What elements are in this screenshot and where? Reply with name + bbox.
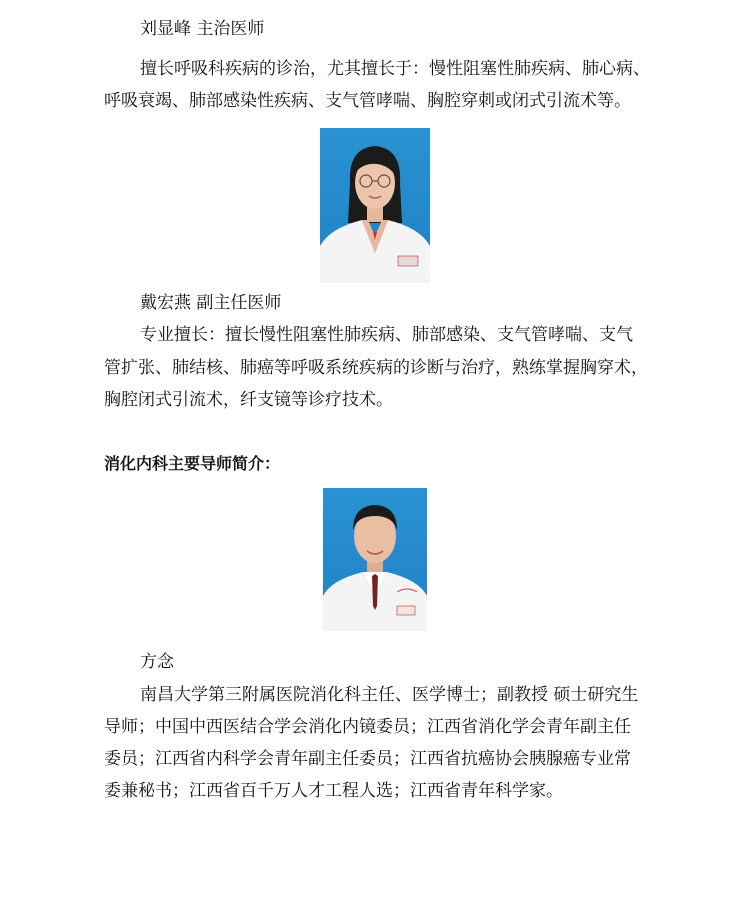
doctor2-name-title: 戴宏燕 副主任医师 <box>140 293 282 313</box>
doctor1-name-title: 刘显峰 主治医师 <box>140 19 265 39</box>
doctor3-bio-line-2: 导师；中国中西医结合学会消化内镜委员；江西省消化学会青年副主任 <box>104 717 631 737</box>
doctor2-bio-line-3: 胸腔闭式引流术，纤支镜等诊疗技术。 <box>104 390 393 410</box>
section-heading: 消化内科主要导师简介： <box>104 454 281 473</box>
doctor1-bio-line-1: 擅长呼吸科疾病的诊治，尤其擅长于：慢性阻塞性肺疾病、肺心病、 <box>140 59 650 79</box>
doctor3-bio-line-4: 委兼秘书；江西省百千万人才工程人选；江西省青年科学家。 <box>104 781 563 801</box>
doctor3-name-title: 方念 <box>140 652 174 672</box>
doctor1-bio-line-2: 呼吸衰竭、肺部感染性疾病、支气管哮喘、胸腔穿刺或闭式引流术等。 <box>104 91 631 111</box>
doctor2-photo <box>320 128 430 283</box>
doctor2-bio-line-2: 管扩张、肺结核、肺癌等呼吸系统疾病的诊断与治疗，熟练掌握胸穿术， <box>104 358 648 378</box>
doctor3-photo <box>323 488 427 631</box>
doctor3-bio-line-1: 南昌大学第三附属医院消化科主任、医学博士；副教授 硕士研究生 <box>140 685 639 705</box>
doctor3-bio-line-3: 委员；江西省内科学会青年副主任委员；江西省抗癌协会胰腺癌专业常 <box>104 749 631 769</box>
doctor2-bio-line-1: 专业擅长：擅长慢性阻塞性肺疾病、肺部感染、支气管哮喘、支气 <box>140 325 633 345</box>
